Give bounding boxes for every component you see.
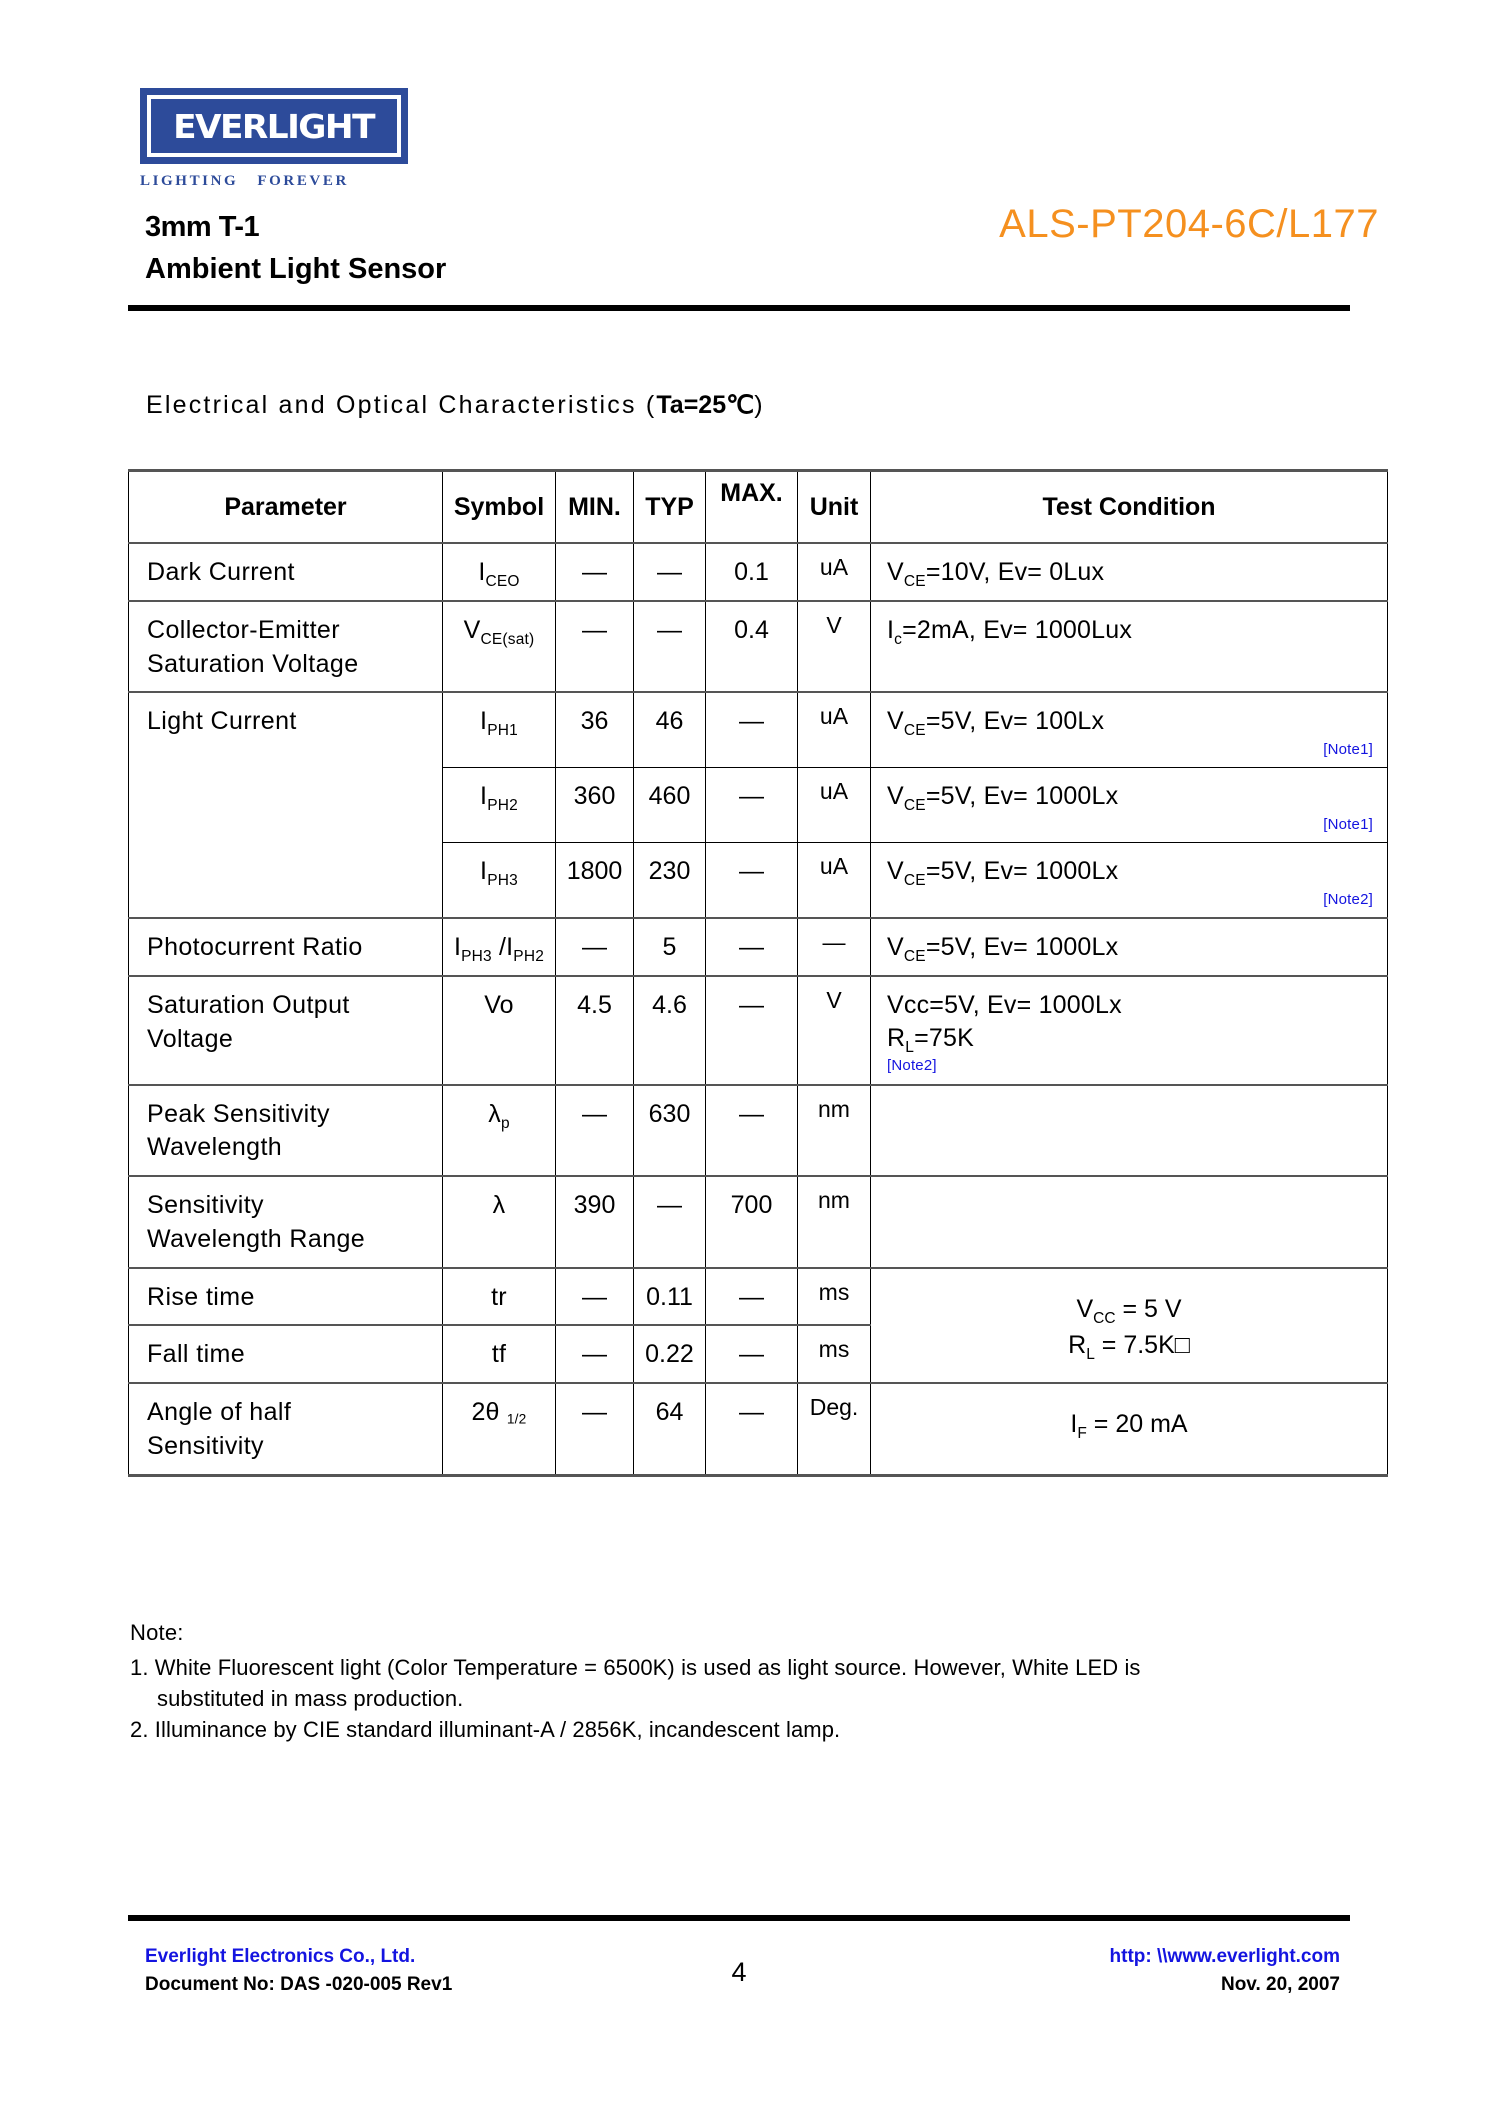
footer-website-link[interactable]: http: \\www.everlight.com [1109, 1946, 1340, 1967]
column-header-unit: Unit [798, 471, 871, 544]
cell-max: — [706, 768, 798, 843]
table-body [129, 543, 1388, 1475]
logo-tagline: LIGHTING FOREVER [140, 173, 349, 189]
cell-min: — [556, 918, 634, 976]
cell-parameter: Angle of half Sensitivity [129, 1383, 443, 1475]
cell-test-condition: $I_F = 20$ mA [871, 1383, 1388, 1475]
column-header-symbol: Symbol [443, 471, 556, 544]
cell-max: — [706, 843, 798, 919]
section-heading [146, 390, 765, 420]
note-item-1-continued: substituted in mass production. [157, 1686, 464, 1711]
cell-typ: 0.22 [634, 1325, 706, 1383]
cell-test-condition: $V_{CE}=5V$, Ev= 100Lx [Note1] [871, 692, 1388, 768]
cell-symbol: Vo [443, 976, 556, 1085]
part-number: ALS-PT204-6C/L177 [999, 202, 1379, 246]
cell-typ: 630 [634, 1085, 706, 1177]
table-header-row [129, 471, 1388, 544]
logo-box [140, 88, 408, 164]
cell-min: — [556, 1383, 634, 1475]
cell-typ: — [634, 1176, 706, 1268]
cell-test-condition: $V_{CE}=5V$, Ev= 1000Lx [Note2] [871, 843, 1388, 919]
cell-unit: Deg. [798, 1383, 871, 1475]
cell-min: 390 [556, 1176, 634, 1268]
cell-min: — [556, 1085, 634, 1177]
specifications-table [128, 469, 1388, 1477]
cell-parameter: Peak Sensitivity Wavelength [129, 1085, 443, 1177]
cell-unit: uA [798, 543, 871, 601]
cell-unit: V [798, 601, 871, 693]
product-title-line2: Ambient Light Sensor [145, 253, 447, 285]
cell-unit: V [798, 976, 871, 1085]
footer-right [1110, 1943, 1340, 1998]
table-row [129, 601, 1388, 693]
table-row [129, 1383, 1388, 1475]
section-heading-tail: ) [754, 391, 765, 419]
cell-typ: 230 [634, 843, 706, 919]
cell-test-condition: Vcc=5V, Ev= 1000Lx $R_L=75K$ [Note2] [871, 976, 1388, 1085]
note-reference: [Note1] [1323, 740, 1373, 758]
note-item-2: 2. Illuminance by CIE standard illuminant-A / 2856K, incandescent lamp. [130, 1717, 841, 1742]
cell-symbol: $I_{PH1}$ [443, 692, 556, 768]
cell-max: — [706, 1325, 798, 1383]
page-footer [128, 1943, 1350, 2013]
cell-min: 360 [556, 768, 634, 843]
cell-min: 4.5 [556, 976, 634, 1085]
cell-typ: — [634, 543, 706, 601]
footer-company-name: Everlight Electronics Co., Ltd. [145, 1946, 416, 1967]
cell-test-condition: $V_{CE}=5V$, Ev= 1000Lx [Note1] [871, 768, 1388, 843]
product-title-line1: 3mm T-1 [145, 211, 260, 243]
cell-unit: uA [798, 768, 871, 843]
cell-max: — [706, 1268, 798, 1326]
cell-typ: 0.11 [634, 1268, 706, 1326]
cell-typ: 5 [634, 918, 706, 976]
column-header-min: MIN. [556, 471, 634, 544]
cell-symbol: $\lambda_p$ [443, 1085, 556, 1177]
cell-unit: ms [798, 1325, 871, 1383]
table-row [129, 692, 1388, 768]
cell-parameter: Dark Current [129, 543, 443, 601]
cell-parameter: Collector-Emitter Saturation Voltage [129, 601, 443, 693]
logo-wordmark: EVERLIGHT [173, 106, 375, 146]
note-reference: [Note2] [1323, 890, 1373, 908]
footer-date: Nov. 20, 2007 [1220, 1973, 1340, 1995]
cell-max: 0.4 [706, 601, 798, 693]
column-header-max: MAX. [706, 471, 798, 544]
cell-unit: uA [798, 692, 871, 768]
cell-symbol: $I_{CEO}$ [443, 543, 556, 601]
cell-symbol: 2θ 1/2 [443, 1383, 556, 1475]
cell-min: — [556, 1325, 634, 1383]
cell-symbol: $I_{PH3}$ [443, 843, 556, 919]
logo-inner-frame [147, 95, 401, 157]
cell-parameter: Sensitivity Wavelength Range [129, 1176, 443, 1268]
cell-typ: 46 [634, 692, 706, 768]
cell-unit: nm [798, 1085, 871, 1177]
cell-parameter: Light Current [129, 692, 443, 918]
cell-min: 1800 [556, 843, 634, 919]
cell-max: — [706, 1085, 798, 1177]
cell-test-condition [871, 1176, 1388, 1268]
table-row [129, 1176, 1388, 1268]
cell-test-condition: $V_{CE}=5V$, Ev= 1000Lx [871, 918, 1388, 976]
cell-max: — [706, 976, 798, 1085]
cell-parameter: Photocurrent Ratio [129, 918, 443, 976]
notes-heading: Note: [130, 1620, 184, 1645]
cell-max: 700 [706, 1176, 798, 1268]
cell-unit: uA [798, 843, 871, 919]
cell-min: 36 [556, 692, 634, 768]
note-reference: [Note1] [1323, 815, 1373, 833]
everlight-logo [140, 88, 418, 190]
cell-typ: 4.6 [634, 976, 706, 1085]
column-header-typ: TYP [634, 471, 706, 544]
cell-symbol: $I_{PH2}$ [443, 768, 556, 843]
cell-unit: — [798, 918, 871, 976]
note-item-1: 1. White Fluorescent light (Color Temperature = 6500K) is used as light source. However, White LED is [130, 1655, 1141, 1680]
table-row [129, 976, 1388, 1085]
cell-typ: 64 [634, 1383, 706, 1475]
footer-divider [128, 1915, 1350, 1921]
table-row [129, 1268, 1388, 1326]
cell-test-condition: $V_{CC} = 5$ V $R_L$ = 7.5K□ [871, 1268, 1388, 1384]
cell-symbol: $I_{PH3}$ $/I_{PH2}$ [443, 918, 556, 976]
cell-min: — [556, 601, 634, 693]
cell-max: 0.1 [706, 543, 798, 601]
cell-max: — [706, 1383, 798, 1475]
cell-min: — [556, 543, 634, 601]
column-header-parameter: Parameter [129, 471, 443, 544]
table-row [129, 1085, 1388, 1177]
cell-unit: ms [798, 1268, 871, 1326]
cell-max: — [706, 692, 798, 768]
cell-typ: — [634, 601, 706, 693]
cell-test-condition [871, 1085, 1388, 1177]
section-heading-plain: Electrical and Optical Characteristics ( [146, 391, 657, 419]
cell-parameter: Fall time [129, 1325, 443, 1383]
cell-max: — [706, 918, 798, 976]
footer-page-number: 4 [731, 1957, 747, 1987]
header-divider [128, 305, 1350, 311]
cell-symbol: λ [443, 1176, 556, 1268]
cell-symbol: tr [443, 1268, 556, 1326]
section-heading-condition: Ta=25℃ [656, 391, 755, 419]
cell-symbol: $V_{CE(sat)}$ [443, 601, 556, 693]
table-row [129, 543, 1388, 601]
cell-test-condition: $V_{CE}=10V$, Ev= 0Lux [871, 543, 1388, 601]
cell-min: — [556, 1268, 634, 1326]
cell-typ: 460 [634, 768, 706, 843]
notes-section [130, 1622, 1380, 1750]
cell-unit: nm [798, 1176, 871, 1268]
cell-test-condition: $I_c=2mA$, Ev= 1000Lux [871, 601, 1388, 693]
column-header-test-condition: Test Condition [871, 471, 1388, 544]
footer-document-number: Document No: DAS -020-005 Rev1 [145, 1973, 453, 1995]
cell-symbol: tf [443, 1325, 556, 1383]
note-reference: [Note2] [887, 1057, 937, 1074]
cell-parameter: Saturation Output Voltage [129, 976, 443, 1085]
cell-parameter: Rise time [129, 1268, 443, 1326]
table-row [129, 918, 1388, 976]
